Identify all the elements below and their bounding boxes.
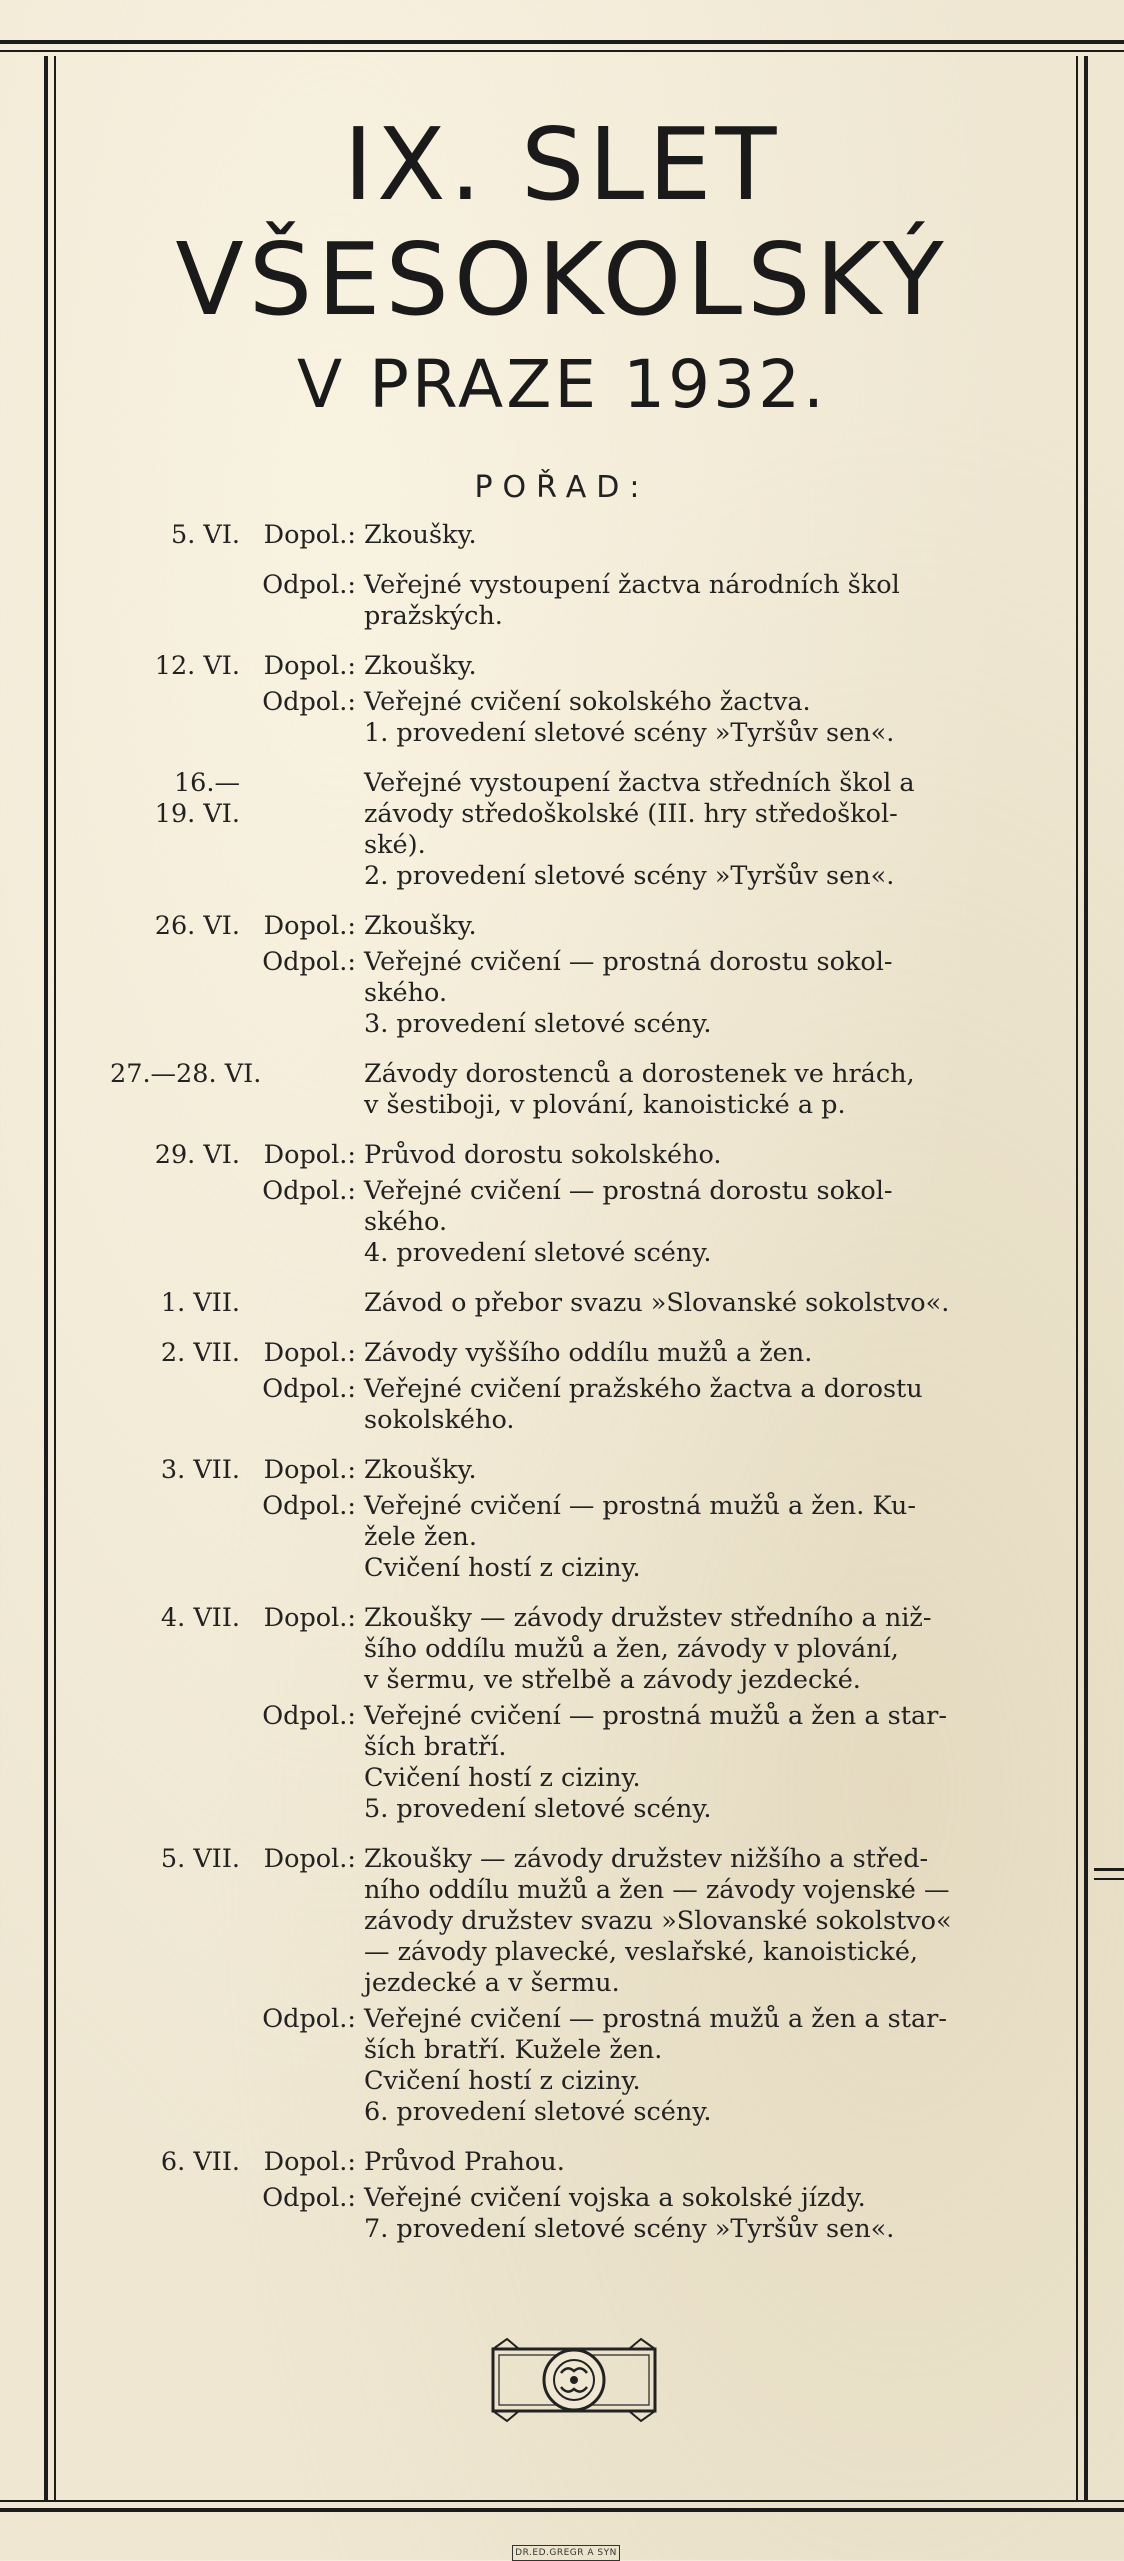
description-line: Veřejné vystoupení žactva středních škol a: [364, 768, 915, 798]
bottom-border: [0, 2508, 1124, 2512]
entry-date: [110, 1374, 248, 1436]
description-line: Veřejné cvičení — prostná dorostu sokol-: [364, 1176, 893, 1206]
description-line: pražských.: [364, 601, 503, 631]
description-line: — závody plavecké, veslařské, kanoistické,: [364, 1937, 919, 1967]
program-entry: [110, 2183, 1030, 2245]
description-line: ších bratří.: [364, 1732, 507, 1762]
description-line: ního oddílu mužů a žen — závody vojenské —: [364, 1875, 950, 1905]
program-list: [110, 520, 1030, 2245]
description-line: ského.: [364, 1207, 448, 1237]
program-entry: [110, 1338, 1030, 1369]
title-line-1: IX. SLET: [343, 106, 781, 223]
description-line: ského.: [364, 978, 448, 1008]
entry-description: [364, 911, 1024, 942]
description-line: závody středoškolské (III. hry středoškol-: [364, 799, 898, 829]
entry-description: [364, 1059, 1024, 1121]
description-line: Veřejné cvičení — prostná mužů a žen a star-: [364, 1701, 947, 1731]
description-line: Zkoušky.: [364, 651, 477, 681]
entry-description: [364, 1455, 1024, 1486]
entry-description: [364, 1603, 1024, 1696]
entry-description: [364, 1374, 1024, 1436]
description-line: Závody dorostenců a dorostenek ve hrách,: [364, 1059, 915, 1089]
entry-date: [110, 2183, 248, 2245]
entry-description: [364, 1176, 1024, 1269]
description-line: Průvod Prahou.: [364, 2147, 565, 2177]
bottom-border-inner: [0, 2500, 1124, 2502]
entry-description: [364, 687, 1024, 749]
entry-part-of-day: Dopol.:: [263, 1338, 356, 1368]
entry-part-of-day: Odpol.:: [262, 570, 356, 600]
description-line: 3. provedení sletové scény.: [364, 1009, 712, 1039]
entry-description: [364, 2183, 1024, 2245]
entry-part-of-day: Dopol.:: [263, 911, 356, 941]
entry-part-of-day: Odpol.:: [262, 2183, 356, 2213]
description-line: jezdecké a v šermu.: [364, 1968, 620, 1998]
entry-description: [364, 651, 1024, 682]
entry-date: 1. VII.: [160, 1288, 240, 1318]
program-entry: [110, 1844, 1030, 1999]
slet-emblem: [489, 2335, 659, 2425]
entry-date: 29. VI.: [154, 1140, 240, 1170]
description-line: 7. provedení sletové scény »Tyršův sen«.: [364, 2214, 895, 2244]
entry-date: [110, 570, 248, 632]
entry-part-of-day: [248, 1288, 364, 1319]
program-entry: [110, 1288, 1030, 1319]
program-entry: [110, 2004, 1030, 2128]
entry-date: 2. VII.: [160, 1338, 240, 1368]
entry-date: 4. VII.: [160, 1603, 240, 1633]
program-entry: [110, 947, 1030, 1040]
description-line: Cvičení hostí z ciziny.: [364, 1553, 641, 1583]
title-line-3: V PRAZE 1932.: [296, 346, 828, 423]
description-line: Průvod dorostu sokolského.: [364, 1140, 722, 1170]
top-border: [0, 40, 1124, 44]
description-line: 1. provedení sletové scény »Tyršův sen«.: [364, 718, 895, 748]
description-line: 6. provedení sletové scény.: [364, 2097, 712, 2127]
entry-part-of-day: Dopol.:: [263, 651, 356, 681]
program-heading: POŘAD:: [474, 470, 650, 505]
entry-date: [110, 1491, 248, 1584]
entry-date: [110, 947, 248, 1040]
entry-part-of-day: [248, 1059, 364, 1121]
entry-date: 6. VII.: [160, 2147, 240, 2177]
description-line: šího oddílu mužů a žen, závody v plování,: [364, 1634, 899, 1664]
entry-date: 5. VII.: [160, 1844, 240, 1874]
entry-part-of-day: Dopol.:: [263, 1455, 356, 1485]
program-entry: [110, 1701, 1030, 1825]
entry-description: [364, 2004, 1024, 2128]
entry-part-of-day: Dopol.:: [263, 2147, 356, 2177]
description-line: v šermu, ve střelbě a závody jezdecké.: [364, 1665, 861, 1695]
entry-description: [364, 1288, 1024, 1319]
edge-mark: [1094, 1868, 1124, 1871]
description-line: Zkoušky.: [364, 520, 477, 550]
entry-description: [364, 1701, 1024, 1825]
description-line: žele žen.: [364, 1522, 477, 1552]
entry-part-of-day: Odpol.:: [262, 687, 356, 717]
description-line: sokolského.: [364, 1405, 515, 1435]
program-entry: [110, 651, 1030, 682]
entry-description: [364, 1338, 1024, 1369]
description-line: Závod o přebor svazu »Slovanské sokolstvo«.: [364, 1288, 950, 1318]
program-entry: [110, 1176, 1030, 1269]
description-line: 5. provedení sletové scény.: [364, 1794, 712, 1824]
program-entry: [110, 1491, 1030, 1584]
program-entry: [110, 687, 1030, 749]
entry-part-of-day: Dopol.:: [263, 1844, 356, 1874]
description-line: Veřejné cvičení vojska a sokolské jízdy.: [364, 2183, 866, 2213]
entry-description: [364, 570, 1024, 632]
entry-part-of-day: Odpol.:: [262, 1491, 356, 1521]
description-line: v šestiboji, v plování, kanoistické a p.: [364, 1090, 846, 1120]
entry-part-of-day: Odpol.:: [262, 2004, 356, 2034]
title-line-2: VŠESOKOLSKÝ: [175, 221, 949, 338]
program-entry: [110, 1059, 1030, 1121]
entry-description: [364, 1140, 1024, 1171]
description-line: Veřejné cvičení pražského žactva a dorostu: [364, 1374, 923, 1404]
entry-part-of-day: Odpol.:: [262, 947, 356, 977]
entry-description: [364, 768, 1024, 892]
entry-date: 26. VI.: [154, 911, 240, 941]
program-entry: [110, 570, 1030, 632]
description-line: 2. provedení sletové scény »Tyršův sen«.: [364, 861, 895, 891]
entry-date: 3. VII.: [160, 1455, 240, 1485]
program-entry: [110, 1455, 1030, 1486]
entry-date: [110, 2004, 248, 2128]
program-entry: [110, 520, 1030, 551]
entry-date: [110, 1176, 248, 1269]
entry-date: [110, 1701, 248, 1825]
top-border-inner: [0, 50, 1124, 52]
entry-part-of-day: Odpol.:: [262, 1374, 356, 1404]
entry-part-of-day: Dopol.:: [263, 1140, 356, 1170]
description-line: Zkoušky — závody družstev středního a niž-: [364, 1603, 932, 1633]
program-entry: [110, 1140, 1030, 1171]
entry-date: [110, 687, 248, 749]
edge-mark-2: [1094, 1878, 1124, 1880]
program-entry: [110, 1374, 1030, 1436]
description-line: ské).: [364, 830, 426, 860]
entry-date: 5. VI.: [170, 520, 240, 550]
description-line: 4. provedení sletové scény.: [364, 1238, 712, 1268]
description-line: Veřejné cvičení — prostná mužů a žen a star-: [364, 2004, 947, 2034]
entry-description: [364, 947, 1024, 1040]
description-line: Závody vyššího oddílu mužů a žen.: [364, 1338, 813, 1368]
entry-date: 27.—28. VI.: [110, 1059, 262, 1089]
description-line: Veřejné vystoupení žactva národních škol: [364, 570, 900, 600]
entry-part-of-day: [248, 768, 364, 892]
description-line: Cvičení hostí z ciziny.: [364, 2066, 641, 2096]
description-line: Zkoušky — závody družstev nižšího a střed-: [364, 1844, 929, 1874]
description-line: Veřejné cvičení sokolského žactva.: [364, 687, 811, 717]
description-line: Zkoušky.: [364, 1455, 477, 1485]
entry-date: 16.— 19. VI.: [154, 768, 240, 829]
entry-description: [364, 1491, 1024, 1584]
entry-part-of-day: Odpol.:: [262, 1176, 356, 1206]
description-line: Veřejné cvičení — prostná dorostu sokol-: [364, 947, 893, 977]
description-line: ších bratří. Kužele žen.: [364, 2035, 663, 2065]
description-line: Veřejné cvičení — prostná mužů a žen. Ku-: [364, 1491, 916, 1521]
program-entry: [110, 768, 1030, 892]
entry-part-of-day: Odpol.:: [262, 1701, 356, 1731]
entry-description: [364, 1844, 1024, 1999]
entry-description: [364, 520, 1024, 551]
entry-part-of-day: Dopol.:: [263, 520, 356, 550]
printer-mark: DR.ED.GREGR A SYN: [512, 2545, 620, 2561]
description-line: Cvičení hostí z ciziny.: [364, 1763, 641, 1793]
program-entry: [110, 2147, 1030, 2178]
entry-description: [364, 2147, 1024, 2178]
program-entry: [110, 1603, 1030, 1696]
program-entry: [110, 911, 1030, 942]
description-line: závody družstev svazu »Slovanské sokolstvo«: [364, 1906, 952, 1936]
entry-date: 12. VI.: [154, 651, 240, 681]
description-line: Zkoušky.: [364, 911, 477, 941]
entry-part-of-day: Dopol.:: [263, 1603, 356, 1633]
